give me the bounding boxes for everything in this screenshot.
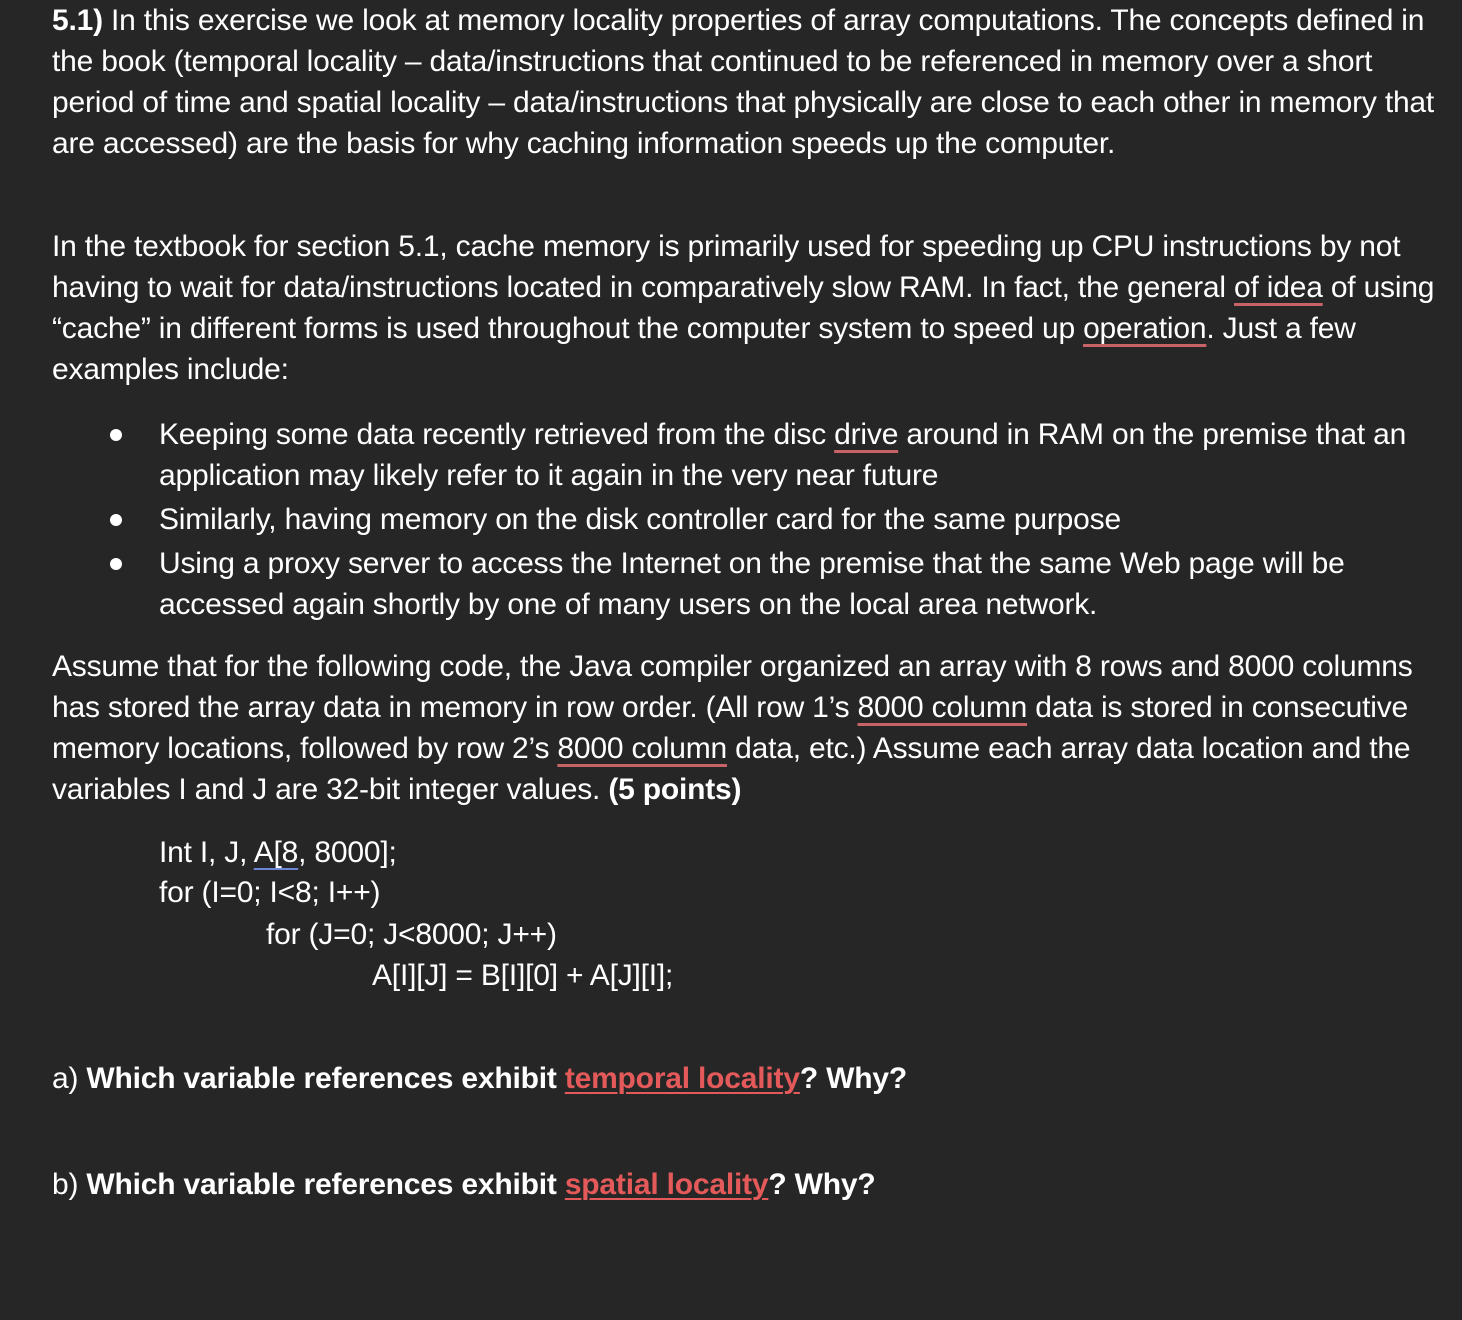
cache-paragraph — [52, 226, 1442, 390]
code-line-2: for (I=0; I<8; I++) — [159, 876, 381, 909]
question-b-prefix: b) — [52, 1168, 87, 1201]
spellcheck-flag-8000-column-2[interactable]: 8000 column — [557, 732, 727, 765]
bullet-3-text: Using a proxy server to access the Internet on the premise that the same Web page will be accessed again shortly by one of many users on the local area network. — [159, 547, 1345, 621]
bullet-2-text: Similarly, having memory on the disk controller card for the same purpose — [159, 503, 1121, 536]
list-item — [52, 543, 1452, 625]
bullet-icon — [110, 514, 122, 526]
temporal-locality-link[interactable]: temporal locality — [564, 1062, 800, 1095]
grammar-flag-array-decl[interactable]: A[8 — [253, 836, 299, 869]
spatial-locality-link[interactable]: spatial locality — [564, 1168, 769, 1201]
question-b — [52, 1164, 876, 1205]
question-a — [52, 1058, 907, 1099]
spellcheck-flag-drive[interactable]: drive — [834, 418, 899, 451]
points-label: (5 points) — [608, 773, 742, 806]
assume-text-3: data, etc.) Assume each array data location and the variables I and J are 32-bit integer values. — [52, 732, 1411, 806]
code-line-1-post: , 8000]; — [298, 836, 397, 869]
cache-text-3: . Just a few examples include: — [52, 312, 1356, 386]
spellcheck-flag-8000-column-1[interactable]: 8000 column — [857, 691, 1028, 724]
bullet-icon — [110, 558, 122, 570]
assume-text-2: data is stored in consecutive memory locations, followed by row 2’s — [52, 691, 1408, 765]
examples-list — [52, 414, 1452, 628]
list-item — [52, 499, 1452, 540]
cache-text-1: In the textbook for section 5.1, cache memory is primarily used for speeding up CPU instructions by not having to wait for data/instructions located in comparatively slow RAM. In fact, the general — [52, 230, 1401, 304]
bullet-1-text-2: around in RAM on the premise that an application may likely refer to it again in the very near future — [159, 418, 1407, 492]
question-b-suffix: ? Why? — [768, 1168, 876, 1201]
code-line-4: A[I][J] = B[I][0] + A[J][I]; — [372, 959, 674, 992]
question-a-suffix: ? Why? — [799, 1062, 907, 1095]
bullet-1-text-1: Keeping some data recently retrieved from the disc — [159, 418, 835, 451]
assume-paragraph — [52, 646, 1442, 810]
spellcheck-flag-operation[interactable]: operation — [1083, 312, 1207, 345]
question-a-text: Which variable references exhibit — [86, 1062, 565, 1095]
code-line-3: for (J=0; J<8000; J++) — [266, 918, 557, 951]
intro-text: In this exercise we look at memory locality properties of array computations. The concepts defined in the book (temporal locality – data/instructions that continued to be referenced in memory over a short period of time and spatial locality – data/instructions that physically are close to each other in memory that are accessed) are the basis for why caching information speeds up the computer. — [52, 4, 1435, 160]
bullet-icon — [110, 429, 122, 441]
code-line-1-pre: Int I, J, — [159, 836, 254, 869]
intro-paragraph — [52, 0, 1442, 164]
assume-text-1: Assume that for the following code, the Java compiler organized an array with 8 rows and 8000 columns has stored the array data in memory in row order. (All row 1’s — [52, 650, 1413, 724]
question-a-prefix: a) — [52, 1062, 87, 1095]
code-line-1 — [159, 832, 397, 873]
exercise-number: 5.1) — [52, 4, 103, 37]
question-b-text: Which variable references exhibit — [86, 1168, 565, 1201]
list-item — [52, 414, 1452, 496]
cache-text-2: of using “cache” in different forms is used throughout the computer system to speed up — [52, 271, 1435, 345]
spellcheck-flag-of-idea[interactable]: of idea — [1234, 271, 1323, 304]
